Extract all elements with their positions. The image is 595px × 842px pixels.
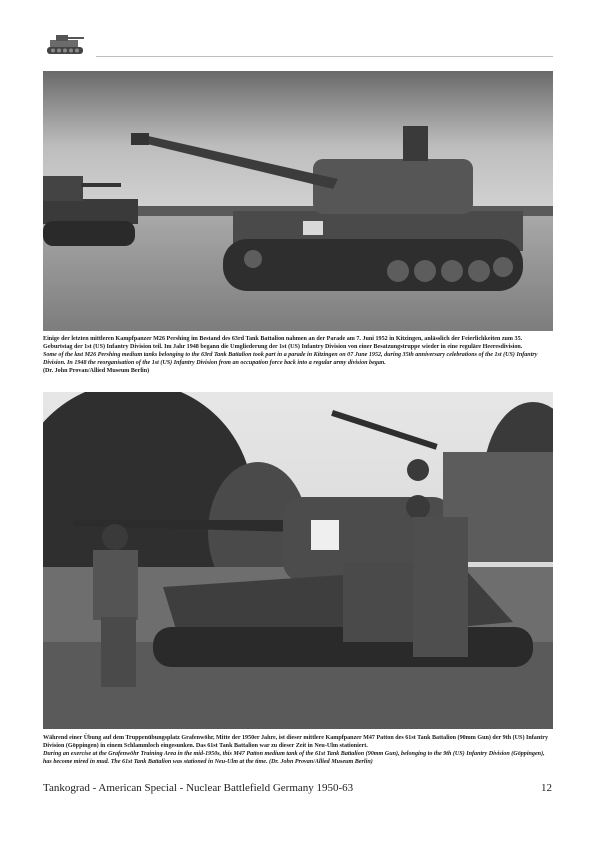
photo-m47-patton-mired (43, 392, 553, 729)
caption-german: Während einer Übung auf dem Truppenübungsplatz Grafenwöhr, Mitte der 1950er Jahre, ist dieser mittlere Kampfpanzer M47 Patton des 61st Tank Battalion (90mm Gun) der 9th (US) Infantry Division (Göppingen) in einem Schlammloch eingesunken. Das 61st Tank Battalion war zu dieser Zeit in Neu-Ulm stationiert. (43, 735, 549, 750)
caption-english: Some of the last M26 Pershing medium tanks belonging to the 63rd Tank Battalion took part in a parade in Kitzingen on 07 June 1952, during 35th anniversary celebrations of the 1st (US) Infantry Division. In 1948 the reorganisation of the 1st (US) Infantry Division from an occupation force back into a regular army division began. (43, 352, 538, 367)
photo-m26-pershing-parade (43, 71, 553, 331)
page-number: 12 (541, 782, 552, 794)
caption-german: Einige der letzten mittleren Kampfpanzer M26 Pershing im Bestand des 63rd Tank Battalion nahmen an der Parade am 7. Juni 1952 in Kitzingen, anlässlich der Feierlichkeiten zum 35. Geburtstag der 1st (US) Infantry Division teil. Im Jahr 1948 begann die Umgliederung der 1st (US) Infantry Division von einer Besatzungstruppe wieder in eine reguläre Heeresdivision. (43, 336, 523, 351)
photo-credit: (Dr. John Provan/Allied Museum Berlin) (43, 368, 150, 375)
tank-silhouette-icon (44, 30, 88, 58)
photo-caption (43, 734, 553, 766)
header-rule (96, 56, 553, 57)
caption-english (43, 750, 553, 766)
photo-credit: (Dr. John Provan/Allied Museum Berlin) (268, 759, 373, 766)
footer-publication-title: Tankograd - American Special - Nuclear Battlefield Germany 1950-63 (43, 782, 354, 794)
caption-english-text: During an exercise at the Grafenwöhr Training Area in the mid-1950s, this M47 Patton medium tank of the 61st Tank Battalion (90mm Gun), belonging to the 9th (US) Infantry Division (Göppingen), has become mired in mud. The 61st Tank Battalion was stationed in Neu-Ulm at the time. (43, 751, 545, 766)
photo-caption (43, 335, 553, 375)
